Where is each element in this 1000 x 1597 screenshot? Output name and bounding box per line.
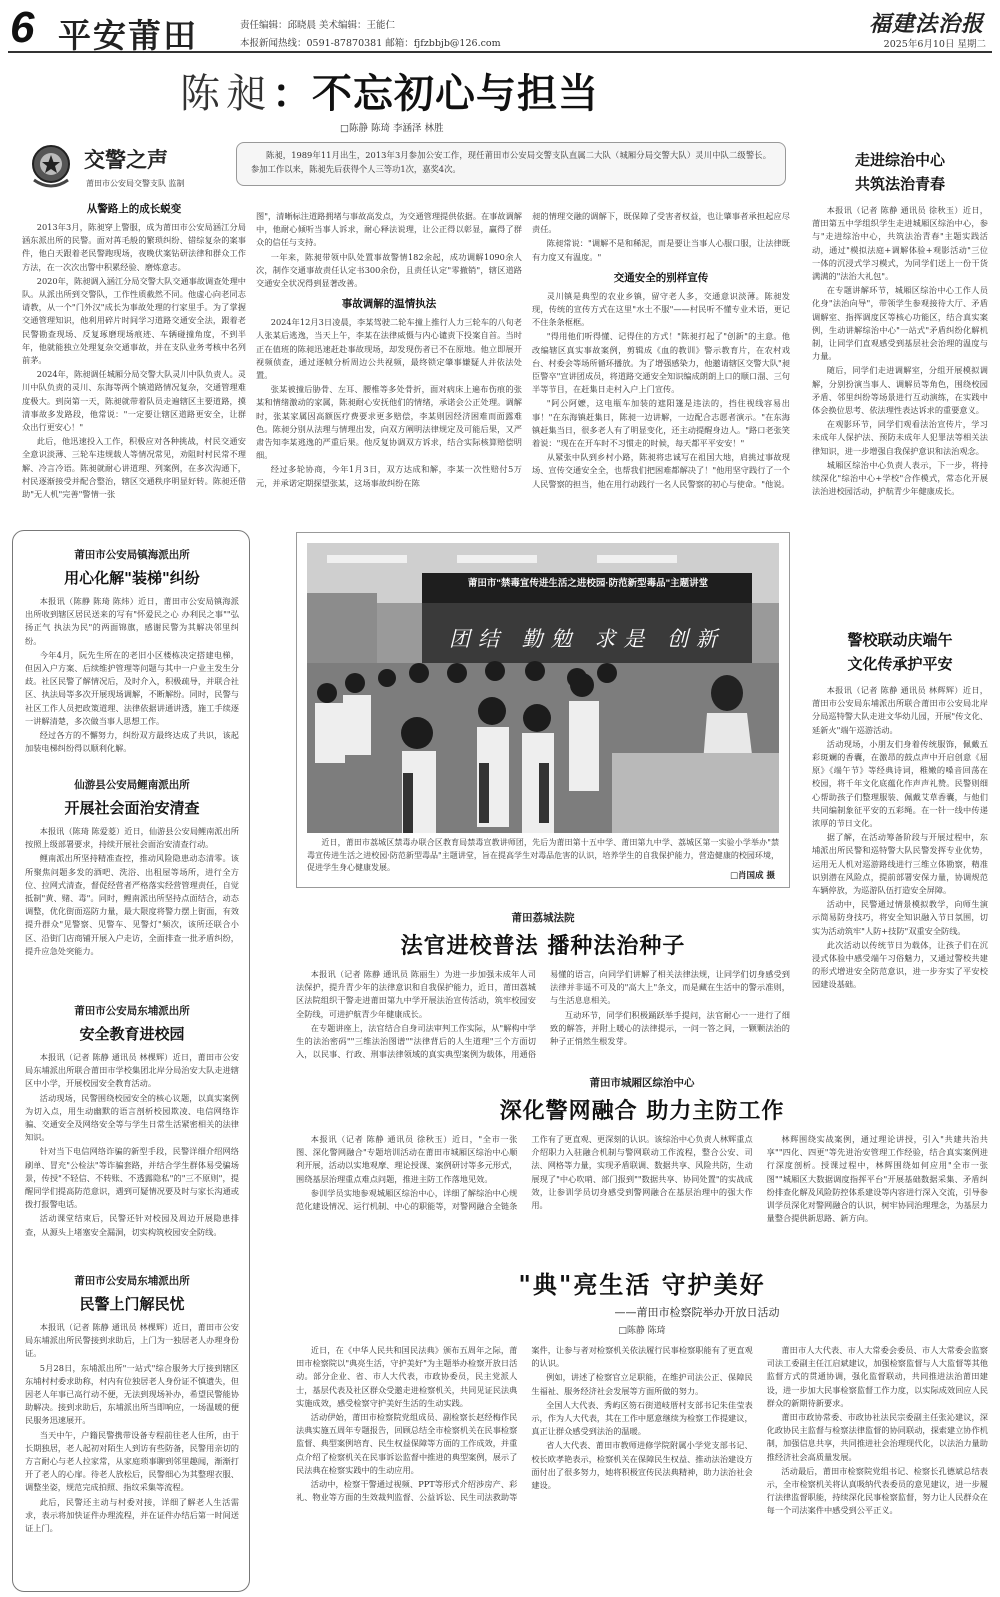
- safety-para: 从紧张中队到乡村小路，陈昶将忠诚写在祖国大地，肩挑过事故现场、宣传交通安全全，也帮我们把困难都解决了！"他用坚守践行了一个人民警察的担当，他在用行动践行一名人民警察的初心与使命。"他说。: [532, 452, 790, 489]
- jingxiao-para: 活动中，民警通过情景模拟教学，向师生演示简易防身技巧，将安全知识融入节日氛围，切实为活动筑牢"人防+技防"双重安全防线。: [812, 899, 988, 936]
- xianyou-title: 开展社会面治安清查: [64, 799, 200, 817]
- news-photo-frame: [296, 532, 790, 888]
- zhenhai-title: 用心化解"装梯"纠纷: [64, 569, 200, 587]
- profile-box: [236, 142, 786, 186]
- chengxiang-org: 莆田市城厢区综治中心: [589, 1077, 695, 1089]
- chengxiang-article: [296, 1075, 988, 1255]
- dongpu-home-title: 民警上门解民忧: [79, 1295, 185, 1313]
- dongpu-school-brief: [25, 1003, 239, 1265]
- growth-subhead: 从警路上的成长蜕变: [86, 203, 182, 215]
- mediation-para: 图"，清晰标注道路拥堵与事故高发点，为交通管理提供依据。在事故调解中，他耐心倾听当事人诉求，耐心释法说理，让公正得以彰显，赢得了群众的信任与支持。: [256, 211, 522, 248]
- zouzong-para: 在专题讲解环节，城厢区综治中心工作人员化身"法治向导"，带领学生参观接待大厅、矛盾调解室、指挥调度区等核心功能区，结合真实案例，生动讲解综治中心"一站式"矛盾纠纷化解机制，让同学们直观感受到基层社会治理的温度与力量。: [812, 285, 988, 362]
- dian-para: 近日，在《中华人民共和国民法典》颁布五周年之际，莆田市检察院以"典亮生活，守护美好"为主题举办检察开放日活动。部分企业、省、市人大代表，市政协委员，民主党派人士，基层代表及社区群众受邀走进检察机关，共同见证民法典实施成效，感受检察守护美好生活的生动实践。: [296, 1345, 518, 1408]
- dian-para: 全国人大代表、秀屿区笏石街道岐厝村支部书记朱佳莹表示，作为人大代表，其在工作中愿意继续为检察工作提建议，真正让群众感受到法治的温暖。: [531, 1399, 753, 1437]
- section-title: 平安莆田: [58, 17, 198, 54]
- zouzong-article: [812, 148, 988, 608]
- licheng-para: 在专题讲座上，法官结合自身司法审判工作实际，从"解构中学生的法治密码""三维法治图谱""法律背后的人生道理"三个方面切入，以民事、行政、刑事法律领域的真实典型案例为载体，用通俗易懂的语言，向同学们讲解了相关法律法规，让同学们切身感受到法律并非遥不可及的"高大上"条文，而是藏在生活中的警示准则，与生活息息相关。: [296, 969, 790, 1060]
- safety-para: 灵川镇是典型的农业乡镇，留守老人多，交通意识淡薄。陈昶发现，传统的宣传方式在这里"水土不服"——村民听不懂专业术语，更记不住条条框框。: [532, 290, 790, 328]
- zouzong-para: 本报讯（记者 陈静 通讯员 徐秋玉）近日，莆田第五中学组织学生走进城厢区综治中心，参与"走进综治中心，共筑法治青春"主题实践活动，通过"模拟法庭+调解体验+观影活动"三位一体的沉浸式学习模式，为同学们送上一份干货满满的"法治大礼包"。: [812, 205, 988, 282]
- photo-credit: □肖国成 摄: [730, 871, 775, 881]
- chengxiang-para: 参训学员实地参观城厢区综治中心，详细了解综治中心规范化建设情况、运行机制、中心的职能等，对警网融合全链条工作有了更直观、更深刻的认识。该综治中心负责人林辉重点介绍职力入驻融合机制与警网联动工作流程，整合公安、司法、网格等力量，实现矛盾联调、数据共享、风险共防，生动展现了"中心吹哨、部门报到""数据共享、协同处置"的实战成效，让参训学员切身感受到警网融合在基层治理中的强大作用。: [296, 1134, 753, 1212]
- lead-headline: 不忘初心与担当: [312, 72, 599, 116]
- xianyou-brief: [25, 777, 239, 995]
- hotline-line: 本报新闻热线：0591-87870381 邮箱：fjfzbbjb@126.com: [240, 38, 501, 49]
- dongpu-school-para: 活动课堂结束后，民警还针对校园及周边开展隐患排查，从源头上堵塞安全漏洞，切实构筑校园安全防线。: [25, 1213, 239, 1237]
- mediation-subhead: 事故调解的温情执法: [341, 298, 437, 311]
- licheng-article: [296, 910, 790, 1060]
- dongpu-home-brief: [25, 1273, 239, 1581]
- mediation-para: 一年来，陈昶带领中队处置事故警情182余起，成功调解1090余人次，制作交通事故责任认定书300余份，且责任认定"零撤销"，辖区道路交通安全状况得到显著改善。: [256, 251, 522, 289]
- mediation-para: 2024年12月3日凌晨，李某驾驶二轮车撞上推行人力三轮车的八旬老人张某后逃逸，当天上午，李某在法律威慑与内心谴责下投案自首。当时正在值班的陈昶迅速赶赴事故现场，却发现伤者已不在原地。他立即展开视频侦查，通过逐帧分析周边公共视频，最终锁定肇事嫌疑人并依法处置。: [256, 317, 522, 381]
- profile-name: 陈昶: [180, 71, 272, 117]
- dongpu-school-para: 活动现场，民警围绕校园安全的核心议题，以真实案例为切入点，用生动幽默的语言剖析校园欺凌、电信网络诈骗、交通安全及网络安全等与学生日常生活紧密相关的法律知识。: [25, 1092, 239, 1143]
- police-emblem-icon: [28, 142, 74, 190]
- dongpu-home-para: 5月28日，东埔派出所"一站式"综合服务大厅接到辖区东埔村村委求助称，村内有位独居老人身份证不慎遗失，但因老人年事已高行动不便，无法到现场补办，希望民警能协助解决。接到求助后，东埔派出所当即响应，一场温暖的便民服务迅速展开。: [25, 1362, 239, 1426]
- licheng-para: 互动环节，同学们积极踊跃举手提问，法官耐心一一进行了细致的解答，并附上暖心的法律提示，一问一答之间，一颗颗法治的种子正悄然生根发芽。: [550, 1009, 790, 1047]
- dongpu-school-para: 针对当下电信网络诈骗的新型手段，民警详细介绍网络刷单、冒充"公检法"等诈骗套路，并结合学生群体易受骗场景，传授"不轻信、不转账、不透露隐私"的"三不原则"，提醒同学们提高防范意识，遇到可疑情况要及时与家长沟通或拨打报警电话。: [25, 1146, 239, 1210]
- growth-para: 2024年，陈昶调任城厢分局交警大队灵川中队负责人。灵川中队负责的灵川、东海等两个镇道路情况复杂，交通管理难度极大。到岗第一天，陈昶就带着队员走遍辖区主要道路，摸清事故多发路段，他常说："一定要让辖区道路更安全，让群众出行更安心！": [22, 369, 246, 433]
- paper-masthead: 福建法治报: [868, 11, 984, 37]
- dian-para: 省人大代表、莆田市教师进修学院附属小学党支部书记、校长欧孝艳表示，检察机关在保障民生权益、推动法治建设方面付出了很多努力，她将积极宣传民法典精神，助力法治社会建设。: [531, 1440, 753, 1491]
- zhenhai-org: 莆田市公安局镇海派出所: [74, 549, 190, 561]
- profile-text: 陈昶，1989年11月出生，2013年3月参加公安工作，现任莆田市公安局交警支队直属二大队（城厢分局交警大队）灵川中队二级警长。参加工作以来，陈昶先后获得个人三等功1次，嘉奖4次。: [251, 150, 771, 174]
- zouzong-para: 在观影环节，同学们观看法治宣传片，学习未成年人保护法、预防未成年人犯罪法等相关法律知识，进一步增强自我保护意识和法治观念。: [812, 419, 988, 456]
- issue-date: 2025年6月10日 星期二: [883, 39, 986, 50]
- dian-para: 活动中，检察干警通过视频、PPT等形式介绍涉房产、彩礼、物业等方面的生效裁判监督、公益诉讼、民生司法救助等案件，让参与者对检察机关依法履行民事检察职能有了更直观的认识。: [296, 1345, 753, 1503]
- dian-para: 活动最后，莆田市检察院党组书记、检察长孔德斌总结表示，全市检察机关将认真吸纳代表委员的意见建议，进一步履行法律监督职能，持续深化民事检察监督，努力让人民群众在每一个司法案件中感受到公平正义。: [766, 1465, 988, 1516]
- column-logo-name: 交警之声: [84, 149, 168, 172]
- jingxiao-title-2: 文化传承护平安: [847, 655, 953, 673]
- dongpu-school-org: 莆田市公安局东埔派出所: [74, 1005, 190, 1017]
- dongpu-home-para: 当天中午，户籍民警携带设备专程前往老人住所，由于长期独居，老人起初对陌生人到访有些防备，民警用亲切的方言耐心与老人拉家常，从家庭琐事聊到邻里趣闻，渐渐打开了老人的心扉。待老人放松后，民警细心为其整理衣服、调整坐姿，规范完成拍照、指纹采集等流程。: [25, 1429, 239, 1493]
- dongpu-home-org: 莆田市公安局东埔派出所: [74, 1275, 190, 1287]
- licheng-para: 本报讯（记者 陈静 通讯员 陈丽生）为进一步加强未成年人司法保护，提升青少年的法律意识和自我保护能力，近日，莆田荔城区法院组织干警走进莆田第九中学开展法治宣传活动，筑牢校园安全防线，可进护航青少年健康成长。: [296, 969, 536, 1019]
- jingxiao-para: 本报讯（记者 陈静 通讯员 林辉辉）近日，莆田市公安局东埔派出所联合莆田市公安局北岸分局巡特警大队走进文华幼儿园，开展"传文化、延新火"端午巡游活动。: [812, 685, 988, 735]
- zouzong-para: 随后，同学们走进调解室，分组开展模拟调解，分别扮演当事人、调解员等角色，围绕校园矛盾、邻里纠纷等场景进行互动演练，在实践中体会换位思考、依法理性表达诉求的重要意义。: [812, 365, 988, 416]
- jingxiao-para: 此次活动以传统节日为载体，让孩子们在沉浸式体验中感受端午习俗魅力，又通过警校共建的形式增进安全防范意识，进一步夯实了平安校园建设基础。: [812, 939, 988, 990]
- dian-para: 莆田市人大代表、市人大常委会委员、市人大常委会监察司法工委副主任江启斌建议，加强检察监督与人大监督等其他监督方式的贯通协调，强化监督联动，共同推进法治莆田建设，进一步加大民事检察监督工作力度，以实际成效回应人民群众的新期待新要求。: [766, 1345, 988, 1408]
- left-briefs-box: [12, 530, 250, 1592]
- zouzong-title-2: 共筑法治青春: [854, 175, 945, 193]
- jingxiao-para: 活动现场，小朋友们身着传统服饰，佩戴五彩斑斓的香囊，在激昂的鼓点声中开启创意《屈原》《端午节》等经典诗词，稚嫩的嗓音回荡在校园，将千年文化底蕴化作声声礼赞。民警则细心帮助孩子们整理服装、佩戴艾草香囊，与他们共同编制象征平安的五彩绳。在一针一线中传递浓厚的节日文化。: [812, 738, 988, 829]
- dian-byline: □陈静 陈琦: [618, 1326, 666, 1336]
- lead-col-1: [22, 195, 246, 515]
- dongpu-home-para: 此后，民警还主动与村委对接，详细了解老人生活需求，表示将加快证件办理流程，并在证件办结后第一时间送证上门。: [25, 1496, 239, 1534]
- growth-para: 2020年，陈昶调入涵江分局交警大队交通事故调查处理中队。从派出所到交警队，工作性质截然不同。他虚心向老同志请教，从一个"门外汉"成长为事故处理的行家里手。为了掌握交通管理知识，他利用碎片时间学习道路交通安全法，跟着老民警勘查现场、反复琢磨现场痕迹、车辆碰撞角度，不到半年，他就能独立处理复杂交通事故，并在支队业务考核中名列前茅。: [22, 275, 246, 366]
- dian-para: 莆田市政协常委、市政协社法民宗委副主任张沁建议，深化政协民主监督与检察法律监督的协同联动，探索建立协作机制，加强信息共享，共同推进社会治理现代化，以法治力量助推经济社会高质量发展。: [766, 1412, 988, 1462]
- chengxiang-title: 深化警网融合 助力主防工作: [499, 1098, 785, 1124]
- xianyou-org: 仙游县公安局鲤南派出所: [74, 779, 190, 791]
- column-logo-sub: 莆田市公安局交警支队 监制: [86, 179, 185, 188]
- zhenhai-brief: [25, 547, 239, 769]
- xianyou-para: 本报讯（陈琦 陈爱菱）近日，仙游县公安局鲤南派出所按照上级部署要求，持续开展社会面治安清查行动。: [25, 826, 239, 850]
- mediation-para: 张某被撞后胁骨、左耳、腰椎等多处骨折，面对病床上遍布伤痕的张某和情绪激动的家属，陈昶耐心安抚他们的情绪，承诺会公正处理。调解时，张某家属因高额医疗费要求更多赔偿，李某则因经济困难而面露难色。陈昶分别从法理与情理出发，向双方阐明法律规定及可能后果，又严肃告知李某逃逸的严重后果。他反复协调双方诉求，结合实际核算赔偿明细。: [256, 384, 522, 461]
- growth-para: 此后，他迅速投入工作，积极应对各种挑战，村民交通安全意识淡薄、三轮车违规载人等情况常见，劝阻时村民常不理解、冷言冷语。陈昶就耐心讲道理、列案例，在多次沟通下，村民逐渐接受并配合整治，辖区交通秩序明显好转。陈昶还借助"无人机"完善"警情一张: [22, 436, 246, 500]
- safety-para: "阿公阿嬷，这电瓶车加装的遮阳篷是违法的，挡住视线容易出事！"在东海镇赶集日，陈昶一边讲解，一边配合志愿者演示。"在东海镇赶集当日，很多老人有了明显变化，还主动提醒身边人。"路口老张笑着说："现在在开车时不习惯走的时候，每天都平平安安！": [532, 398, 790, 449]
- dian-title: "典"亮生活 守护美好: [518, 1270, 766, 1299]
- chengxiang-para: 林辉围绕实战案例，通过理论讲授，引入"共建共治共享""四化、四更"等先进治安管理工作经验，结合真实案例进行深度剖析。授课过程中，林辉围绕如何应用"全市一张图""城厢区大数据调度指挥平台"开展基础数据采集、矛盾纠纷排查化解及风险防控体系建设等内容进行深入交流，引导参训学员深化对警网融合的认识，树牢协同治理理念，为基层力量整合提供新思路、新方向。: [766, 1134, 988, 1224]
- safety-subhead: 交通安全的别样宣传: [613, 271, 709, 284]
- traffic-column-logo: [28, 140, 228, 192]
- dian-article: [296, 1265, 988, 1593]
- photo-banner: 莆田市"禁毒宣传进生活之进校园·防范新型毒品"主题讲堂: [467, 578, 709, 589]
- zouzong-title-1: 走进综治中心: [854, 151, 945, 169]
- dongpu-school-para: 本报讯（记者 陈静 通讯员 林棵辉）近日，莆田市公安局东埔派出所联合莆田市学校集团北岸分局治安大队走进辖区中小学，开展校园安全教育活动。: [25, 1052, 239, 1089]
- zouzong-para: 城厢区综治中心负责人表示，下一步，将持续深化"综治中心+学校"合作模式，常态化开展法治进校园活动，护航青少年健康成长。: [812, 459, 988, 497]
- zhenhai-para: 今年4月，阮先生所在的老旧小区楼栋决定搭建电梯，但因入户方案、后续维护管理等问题与其中一户业主发生分歧。社区民警了解情况后，及时介入，积极疏导，并联合社区、执法局等多次开展现场调解，不断解纷。同时，民警与社区工作人员把政策道理、法律依据讲通讲透，施工手续逐一讲解清楚，多次做当事人思想工作。: [25, 649, 239, 726]
- growth-para: 2013年3月，陈昶穿上警服，成为莆田市公安局涵江分局涵东派出所的民警。面对苒毛般的繁琐纠纷、错综复杂的案事件，他白天跟着老民警跑现场，夜晚伏案钻研法律和群众工作方法，在一次次出警中积累经验、磨炼意志。: [22, 222, 246, 272]
- title-colon: ：: [272, 70, 312, 117]
- licheng-title: 法官进校普法 播种法治种子: [400, 933, 686, 959]
- dian-para: 例如，讲述了检察官立足职能，在维护司法公正、保障民生福祉、服务经济社会发展等方面所做的努力。: [531, 1372, 753, 1396]
- photo-slogan: 团结 勤勉 求是 创新: [448, 627, 726, 651]
- dongpu-home-para: 本报讯（记者 陈静 通讯员 林棵辉）近日，莆田市公安局东埔派出所民警接到求助后，上门为一独居老人办理身份证。: [25, 1322, 239, 1359]
- page-number: 6: [10, 3, 35, 52]
- safety-para: "得用他们听得懂、记得住的方式！"陈昶打起了"创新"的主意。他改编辖区真实事故案例，剪辑成《血的教训》警示教育片，在农村戏台、村委会等场所循环播放。为了增强感染力，他邀请辖区交警大队"昶臣警卒"宣讲团成员，将道路交通安全知识编成朗朗上口的顺口溜、三句半等节目，在赶集日走村入户上门宣传。: [532, 331, 790, 395]
- dian-para: 活动伊始，莆田市检察院党组成员、副检察长赵经梅作民法典实施五周年专题报告，回顾总结全市检察机关在民事检察监督、典型案例培育、民生权益保障等方面的工作成效，并重点介绍了检察机关在民事诉讼监督中推进的典型案例，展示了民法典在检察实践中的生动应用。: [296, 1412, 518, 1475]
- lead-byline: □陈静 陈琦 李涵泽 林胜: [340, 123, 444, 134]
- jingxiao-article: [812, 628, 988, 1100]
- jingxiao-title-1: 警校联动庆端午: [847, 631, 953, 649]
- photo-caption: 近日，莆田市荔城区禁毒办联合区教育局禁毒宣教讲师团，先后为莆田第十五中学、莆田第九中学、荔城区第一实验小学举办"禁毒宣传进生活之进校园·防范新型毒品"主题讲堂，旨在提高学生对毒品危害的认识，培养学生的自我保护能力，营造健康的校园环境，促进学生身心健康发展。: [307, 838, 779, 872]
- licheng-org: 莆田荔城法院: [511, 912, 575, 924]
- chengxiang-para: 本报讯（记者 陈静 通讯员 徐秋玉）近日，"全市一张图、深化警网融合"专题培训活动在莆田市城厢区综治中心顺利开展，活动以实地观摩、理论授课、案例研讨等多元形式，围绕基层治理重点难点问题，推进主防工作落地见效。: [296, 1134, 518, 1184]
- xianyou-para: 鲤南派出所坚持精准查控，推动风险隐患动态清零。该所聚焦问题多发的酒吧、洗浴、出租屋等场所，进行全方位、拉网式清查，督促经营者严格落实经营管理责任，自觉抵制"黄、赌、毒"。同时，鲤南派出所坚持点面结合，动态调整，优化街面巡防力量，最大限度将警力摆上街面，有效提升群众"见警察、见警车、见警灯"频次，该所还联合小区、沿街门店商铺开展入户走访，全面排查一批矛盾纠纷，提升应急处突能力。: [25, 853, 239, 956]
- dongpu-school-title: 安全教育进校园: [79, 1025, 185, 1043]
- dian-subtitle: ——莆田市检察院举办开放日活动: [614, 1306, 780, 1319]
- lead-col-3: [532, 210, 790, 515]
- editors-line: 责任编辑：邱晓晨 美术编辑：王能仁: [240, 20, 396, 31]
- page-header: [8, 5, 992, 53]
- lead-story-title: [180, 62, 650, 117]
- mediation-para: 经过多轮协商，今年1月3日，双方达成和解，李某一次性赔付5万元，并承诺定期探望张某，这场事故纠纷在陈: [256, 464, 522, 488]
- zhenhai-para: 本报讯（陈静 陈琦 陈炜）近日，莆田市公安局镇海派出所收到辖区居民送来的写有"怀爱民之心 办利民之事""弘扬正气 执法为民"的两面锦旗，感谢民警为其解决邻里纠纷。: [25, 596, 239, 646]
- zhenhai-para: 经过各方的不懈努力，纠纷双方最终达成了共识，该起加装电梯纠纷得以顺利化解。: [25, 730, 239, 754]
- lead-col-2: [256, 210, 522, 515]
- safety-para: 昶的情理交融的调解下，既保障了受害者权益，也让肇事者承担起应尽责任。: [532, 211, 790, 235]
- jingxiao-para: 据了解，在活动筹备阶段与开展过程中，东埔派出所民警和巡特警大队民警发挥专业优势，运用无人机对巡游路线进行三维立体勘察，精准识别潜在风险点，提前部署安保力量，协调规范车辆停放，为巡游队伍打造安全屏障。: [812, 832, 988, 896]
- safety-para: 陈昶常说："调解不是和稀泥，而是要让当事人心服口服，让法律既有力度又有温度。": [532, 238, 790, 262]
